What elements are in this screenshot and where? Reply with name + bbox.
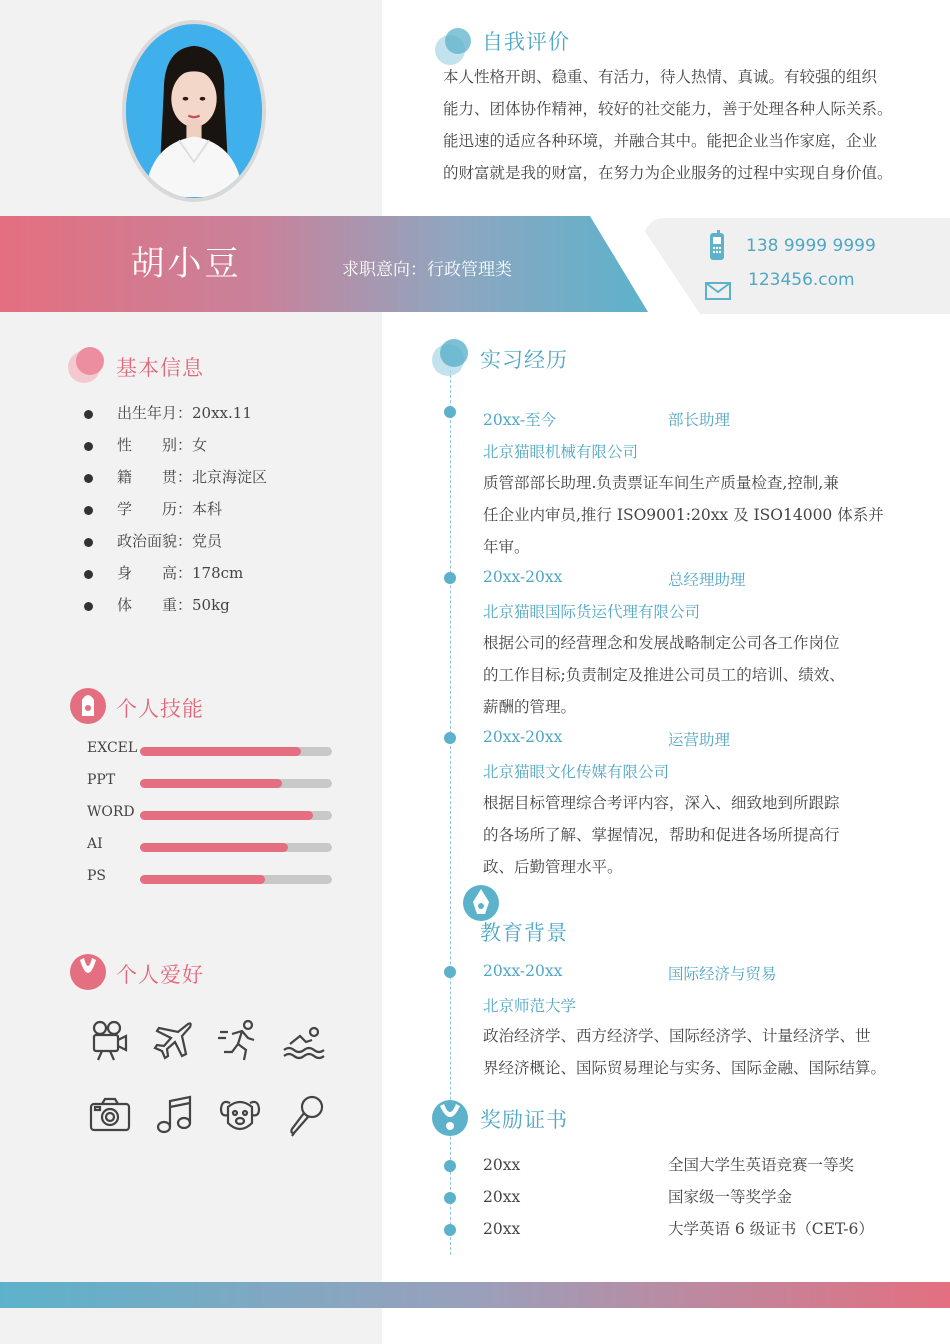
skills-title: 个人技能 (116, 697, 204, 721)
internship-section-icon (430, 336, 474, 380)
skill-label: PS (87, 868, 107, 884)
skills-section-icon (68, 686, 108, 726)
airplane-icon (152, 1018, 196, 1062)
skill-bar (140, 747, 332, 756)
timeline-dot (444, 966, 456, 978)
footer-bar (0, 1282, 950, 1308)
job-description (483, 467, 923, 563)
music-note-icon (152, 1093, 196, 1137)
microphone-icon (284, 1093, 328, 1137)
job-desc-line: 的工作目标;负责制定及推进公司员工的培训、绩效、 (483, 666, 845, 684)
phone-number: 138 9999 9999 (746, 236, 876, 256)
job-desc-line: 政、后勤管理水平。 (483, 858, 623, 876)
skill-bar-fill (140, 811, 313, 820)
award-year: 20xx (483, 1156, 521, 1174)
bullet (84, 570, 93, 579)
job-desc-line: 的各场所了解、掌握情况，帮助和促进各场所提高行 (483, 826, 840, 844)
skill-bar (140, 779, 332, 788)
contact-box (644, 218, 950, 314)
edu-desc-line: 政治经济学、西方经济学、国际经济学、计量经济学、世 (483, 1027, 871, 1045)
edu-description (483, 1020, 933, 1084)
self-eval-line: 的财富就是我的财富，在努力为企业服务的过程中实现自身价值。 (443, 164, 893, 182)
awards-title: 奖励证书 (480, 1108, 568, 1132)
award-name: 全国大学生英语竞赛一等奖 (668, 1156, 855, 1174)
job-desc-line: 年审。 (483, 538, 530, 556)
skill-label: AI (87, 836, 103, 852)
basic-info-item (84, 525, 222, 557)
award-year: 20xx (483, 1188, 521, 1206)
skill-bar-fill (140, 843, 288, 852)
basic-info-item (84, 493, 222, 525)
job-desc-line: 薪酬的管理。 (483, 698, 577, 716)
basic-info-section-icon (66, 345, 110, 385)
hobbies-section-icon (68, 952, 108, 992)
skill-label: WORD (87, 804, 135, 820)
edu-school: 北京师范大学 (483, 997, 577, 1015)
job-period: 20xx-20xx (483, 568, 563, 586)
basic-info-item (84, 397, 252, 429)
basic-info-item (84, 589, 230, 621)
hobbies-title: 个人爱好 (116, 963, 204, 987)
dog-icon (218, 1093, 262, 1137)
candidate-name: 胡小豆 (130, 244, 242, 284)
self-eval-text (443, 61, 943, 189)
skill-bar-fill (140, 875, 265, 884)
bullet (84, 538, 93, 547)
basic-info-item (84, 461, 267, 493)
awards-section-icon (430, 1098, 470, 1138)
basic-info-text: 体 重：50kg (117, 596, 230, 614)
bullet (84, 602, 93, 611)
timeline-dot (444, 572, 456, 584)
basic-info-text: 政治面貌：党员 (117, 532, 223, 550)
skill-bar (140, 843, 332, 852)
self-eval-line: 能迅速的适应各种环境，并融合其中。能把企业当作家庭，企业 (443, 132, 878, 150)
job-description (483, 627, 923, 723)
job-period: 20xx-20xx (483, 728, 563, 746)
job-role: 部长助理 (668, 411, 731, 429)
email-icon (705, 282, 731, 300)
phone-icon (707, 230, 727, 262)
skill-label: PPT (87, 772, 116, 788)
basic-info-text: 性 别：女 (117, 436, 208, 454)
edu-desc-line: 界经济概论、国际贸易理论与实务、国际金融、国际结算。 (483, 1059, 887, 1077)
timeline-dot (444, 732, 456, 744)
bullet (84, 506, 93, 515)
award-name: 大学英语 6 级证书（CET-6） (668, 1220, 874, 1238)
job-company: 北京猫眼国际货运代理有限公司 (483, 603, 701, 621)
skill-bar (140, 811, 332, 820)
camera-icon (88, 1093, 132, 1137)
timeline-dot (444, 1224, 456, 1236)
timeline-dot (444, 1192, 456, 1204)
skill-bar (140, 875, 332, 884)
bullet (84, 410, 93, 419)
education-title: 教育背景 (480, 921, 568, 945)
job-desc-line: 任企业内审员,推行 ISO9001:20xx 及 ISO14000 体系并 (483, 506, 884, 524)
award-year: 20xx (483, 1220, 521, 1238)
edu-major: 国际经济与贸易 (668, 965, 777, 983)
basic-info-text: 籍 贯：北京海淀区 (117, 468, 268, 486)
edu-period: 20xx-20xx (483, 962, 563, 980)
basic-info-title: 基本信息 (116, 356, 204, 380)
job-role: 运营助理 (668, 731, 731, 749)
basic-info-text: 身 高：178cm (117, 564, 244, 582)
self-eval-line: 本人性格开朗、稳重、有活力，待人热情、真诚。有较强的组织 (443, 68, 878, 86)
internship-title: 实习经历 (480, 348, 568, 372)
self-eval-line: 能力、团体协作精神，较好的社交能力，善于处理各种人际关系。 (443, 100, 893, 118)
movie-camera-icon (88, 1018, 132, 1062)
basic-info-text: 出生年月：20xx.11 (117, 404, 252, 422)
timeline-dot (444, 1160, 456, 1172)
award-name: 国家级一等奖学金 (668, 1188, 793, 1206)
job-company: 北京猫眼文化传媒有限公司 (483, 763, 670, 781)
job-desc-line: 质管部部长助理.负责票证车间生产质量检查,控制,兼 (483, 474, 839, 492)
email-address: 123456.com (748, 270, 855, 290)
bullet (84, 474, 93, 483)
skill-bar-fill (140, 747, 301, 756)
skill-label: EXCEL (87, 740, 138, 756)
bullet (84, 442, 93, 451)
avatar-photo (122, 20, 266, 202)
basic-info-item (84, 429, 207, 461)
job-desc-line: 根据公司的经营理念和发展战略制定公司各工作岗位 (483, 634, 840, 652)
job-intent: 求职意向：行政管理类 (342, 260, 512, 280)
skill-bar-fill (140, 779, 282, 788)
job-role: 总经理助理 (668, 571, 746, 589)
job-description (483, 787, 923, 883)
running-icon (218, 1018, 262, 1062)
job-company: 北京猫眼机械有限公司 (483, 443, 639, 461)
swimming-icon (282, 1018, 326, 1062)
job-period: 20xx-至今 (483, 411, 557, 429)
job-desc-line: 根据目标管理综合考评内容，深入、细致地到所跟踪 (483, 794, 840, 812)
basic-info-item (84, 557, 243, 589)
self-eval-title: 自我评价 (482, 30, 570, 54)
basic-info-text: 学 历：本科 (117, 500, 223, 518)
timeline-dot (444, 406, 456, 418)
